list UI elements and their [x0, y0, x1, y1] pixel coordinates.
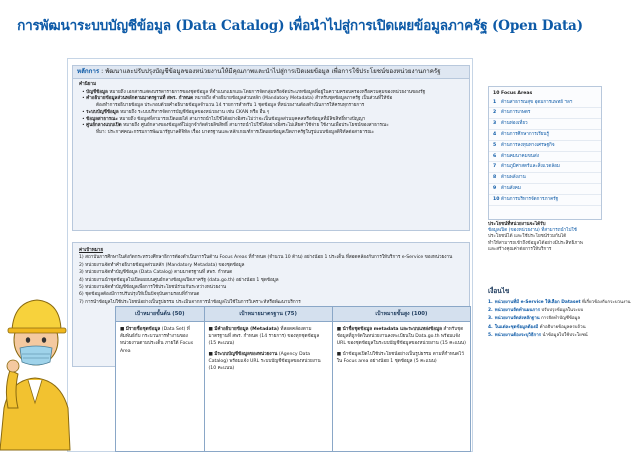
focus-item: 4 ด้านการศึกษาการเรียนรู้	[489, 130, 601, 141]
definitions-title: คำนิยาม	[79, 82, 97, 87]
focus-item: 6 ด้านคมนาคมขนส่ง	[489, 152, 601, 163]
level-header: เป้าหมายขั้นต้น (50)	[116, 307, 204, 322]
definition: ต้องทำการอธิบายข้อมูล ประกอบด้วยคำอธิบายข้อมูลจำนวน 14 รายการสำหรับ 1 ชุดข้อมูล ที่หน่วยงานต้องดำเนินการให้ครบทุกรายการ	[96, 103, 365, 109]
definition: • ข้อมูลสาธารณะ หมายถึง ข้อมูลที่สามารถเปิดเผยได้ สามารถนำไปใช้ได้อย่างอิสระไม่ว่าจะเป็นข้อมูลส่วนบุคคลหรือข้อมูลที่มีลิขสิทธิ์ทางปัญญา	[82, 116, 366, 122]
condition-item: 5. หน่วยงานต้องระบุวิธีการ นำข้อมูลไปใช้ประโยชน์	[488, 332, 588, 338]
target-row: 6) ชุดข้อมูลต้องมีการปรับปรุงให้เป็นปัจจุบันตามรอบที่กำหนด	[79, 292, 200, 298]
level-column-standard	[205, 307, 333, 451]
level-column-basic	[116, 307, 205, 451]
level-header: เป้าหมายขั้นสูง (100)	[333, 307, 470, 322]
focus-item: 5 ด้านการลงทุนทางเศรษฐกิจ	[489, 141, 601, 152]
condition-item: 3. หน่วยงานจัดส่งหลักฐาน การจัดทำบัญชีข้อมูล	[488, 316, 581, 322]
focus-item: 3 ด้านท่องเที่ยว	[489, 119, 601, 130]
right-panel	[482, 80, 631, 450]
target-row: 3) หน่วยงานจัดทำบัญชีข้อมูล (Data Catalog) ตามมาตรฐานที่ สพร. กำหนด	[79, 270, 233, 276]
benefits-line: ข้อมูลเปิด (ของหน่วยงาน) ที่สามารถนำไปใช้	[488, 228, 577, 234]
definition: • บัญชีข้อมูล หมายถึง เอกสารแสดงบรรดารายการของชุดข้อมูล ที่จำแนกแยกแยะโดยการจัดกลุ่มหรือจัดประเภทข้อมูลที่อยู่ในความครอบครองหรือควบคุมของหน่วยงานของรัฐ	[82, 89, 426, 95]
definition: • คำอธิบายข้อมูลส่วนหลักตามมาตรฐานที่ สพร. กำหนด หมายถึง คำอธิบายข้อมูลส่วนหลัก (Mandatory Metadata) สำหรับชุดข้อมูลภาครัฐ เป็นส่วนที่ให้ข้อ	[82, 96, 393, 102]
mascot-illustration	[0, 258, 70, 450]
focus-item: 2 ด้านการเกษตร	[489, 108, 601, 119]
focus-item: 9 ด้านสังคม	[489, 184, 601, 195]
level-item: ■ นำข้อมูลเปิดไปใช้ประโยชน์อย่างเป็นรูปธรรม ตามที่กำหนดไว้ใน Focus area อย่างน้อย 1 ชุดข้อมูล (5 คะแนน)	[336, 351, 464, 364]
level-body	[116, 322, 204, 362]
benefits-heading: ประโยชน์ที่หน่วยงานจะได้รับ	[488, 222, 546, 227]
principle-box	[72, 65, 470, 231]
conditions-title: เงื่อนไข	[488, 288, 510, 295]
conditions-list	[488, 300, 631, 341]
focus-title: 10 Focus Areas	[493, 91, 533, 96]
definition: • ระบบบัญชีข้อมูล หมายถึง ระบบบริหารจัดการบัญชีข้อมูลของหน่วยงาน เช่น CKAN หรือ อื่น ๆ	[82, 109, 270, 115]
definition: • ศูนย์กลางแบบเปิด หมายถึง ศูนย์กลางของข้อมูลที่ไม่ถูกจำกัดด้วยลิขสิทธิ์ สามารถนำไปใช้ได้อย่างอิสระไม่เสียค่าใช้จ่าย ใช้งานเพื่อประโยชน์ของสาธารณะ	[82, 123, 389, 129]
benefits-line: และสร้างคุณค่าต่อการให้บริการ	[488, 246, 552, 252]
targets-body	[73, 243, 469, 310]
target-row: 1) สถาบันการศึกษาในสังกัดกระทรวงศึกษาธิการต้องดำเนินการในด้าน Focus Areas ที่กำหนด (จำนวน 10 ด้าน) อย่างน้อย 1 ประเด็น ที่สอดคล้องกับการให้บริการ e-Service ของหน่วยงาน	[79, 255, 453, 261]
level-item: ■ มีรายชื่อชุดข้อมูล (Data Set) ที่สัมพันธ์กับ กระบวนการทำงานของ หน่วยงานตามประเด็น ภายใต้ Focus Area	[120, 327, 194, 354]
focus-item: 1 ด้านสาธารณสุข อุดมการแพทย์ ฯลฯ	[489, 98, 601, 109]
principle-body	[73, 79, 469, 140]
condition-item: 4. ในแต่ละชุดข้อมูลต้องมี คำอธิบายข้อมูลครบถ้วน	[488, 324, 586, 330]
target-row: 4) หน่วยงานนำชุดข้อมูลไปเปิดเผยบนศูนย์กลางข้อมูลเปิดภาครัฐ (data.go.th) อย่างน้อย 1 ชุดข้อมูล	[79, 277, 279, 283]
benefits-line: ประโยชน์ได้ และใช้ประโยชน์ร่วมกันได้	[488, 234, 567, 240]
target-row: 2) หน่วยงานจัดทำคำอธิบายข้อมูลส่วนหลัก (Mandatory Metadata) ของชุดข้อมูล	[79, 262, 245, 268]
level-body	[205, 322, 332, 379]
level-item: ■ นำชื่อชุดข้อมูล metadata และระบบแหล่งข้อมูล สำหรับชุดข้อมูลที่ถูกจัดในหน่วยงานลงทะเบียนใน Data.go.th พร้อมแจ้ง URL ของชุดข้อมูลในระบบบัญชีข้อมูลของหน่วยงาน (15 คะแนน)	[336, 327, 466, 347]
levels-table	[115, 306, 471, 452]
level-header: เป้าหมายมาตรฐาน (75)	[205, 307, 332, 322]
main-slide	[67, 58, 473, 452]
level-column-advanced	[333, 307, 470, 451]
focus-item: 7 ด้านภูมิศาสตร์และสิ่งแวดล้อม	[489, 162, 601, 173]
source-note: ที่มา: ประกาศคณะกรรมการพัฒนารัฐบาลดิจิทัล เรื่อง มาตรฐานและหลักเกณฑ์การเปิดเผยข้อมูลเปิดภาครัฐในรูปแบบข้อมูลดิจิทัลต่อสาธารณะ	[96, 129, 375, 135]
targets-heading: ค่าเป้าหมาย	[79, 248, 104, 253]
principle-text: : พัฒนาและปรับปรุงบัญชีข้อมูลของหน่วยงานให้มีคุณภาพและนำไปสู่การเปิดเผยข้อมูล เพื่อการใช้ประโยชน์ของหน่วยงานภาครัฐ	[101, 68, 441, 75]
focus-areas-box	[488, 86, 602, 220]
target-row: 7) การนำข้อมูลไปใช้ประโยชน์อย่างเป็นรูปธรรม ประเมินจากการนำข้อมูลไปใช้ในการวิเคราะห์หรือพัฒนาบริการ	[79, 299, 301, 305]
level-body	[333, 322, 470, 372]
level-item: ■ มีคำอธิบายข้อมูล (Metadata) ที่สอดคล้องตามมาตรฐานที่ สพร. กำหนด (14 รายการ) ของทุกชุดข้อมูล (15 คะแนน)	[208, 327, 320, 347]
condition-item: 2. หน่วยงานจัดทำแผนการ ปรับปรุงข้อมูลในระบบ	[488, 308, 584, 314]
benefits-line: ทำให้สามารถเข้าถึงข้อมูลได้อย่างมีประสิทธิภาพ	[488, 240, 583, 246]
condition-item: 1. หน่วยงานที่มี e-Service ให้เลือก Dataset ที่เกี่ยวข้องกับกระบวนงาน	[488, 300, 631, 305]
page-title: การพัฒนาระบบบัญชีข้อมูล (Data Catalog) เพื่อนำไปสู่การเปิดเผยข้อมูลภาครัฐ (Open Data)	[17, 18, 583, 34]
focus-item: 8 ด้านพลังงาน	[489, 173, 601, 184]
benefits-note	[488, 222, 600, 253]
focus-item: 10 ด้านการบริหารจัดการภาครัฐ	[489, 195, 601, 206]
target-row: 5) หน่วยงานจัดทำบัญชีข้อมูลเพื่อการใช้ประโยชน์ร่วมกันระหว่างหน่วยงาน	[79, 285, 227, 291]
principle-label: หลักการ	[77, 68, 100, 75]
level-item: ■ มีระบบบัญชีข้อมูลของหน่วยงาน (Agency Data Catalog) พร้อมแจ้ง URL ระบบบัญชีข้อมูลของหน่วยงาน (10 คะแนน)	[208, 351, 321, 372]
principle-heading	[73, 66, 469, 79]
